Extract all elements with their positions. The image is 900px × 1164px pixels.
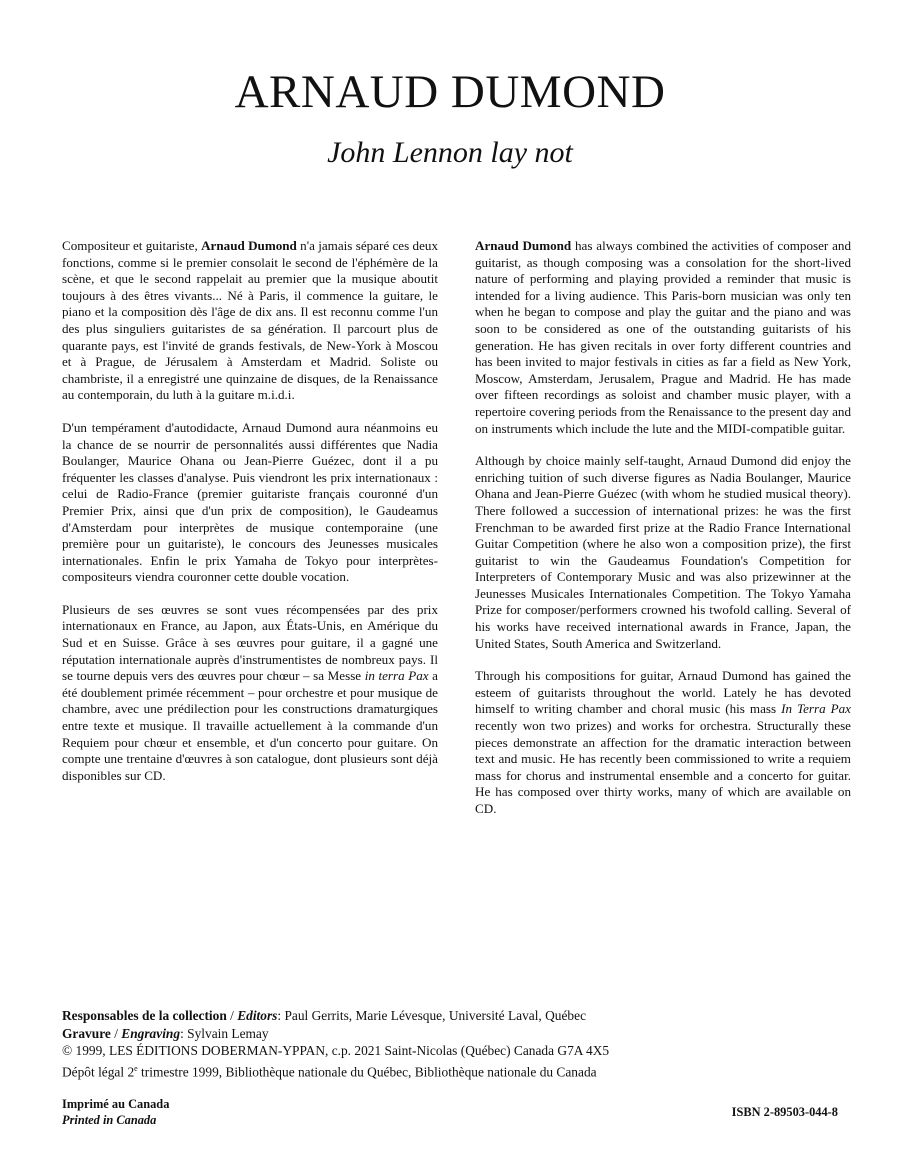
english-paragraph-2: Although by choice mainly self-taught, Arnaud Dumond did enjoy the enriching tuition of such diverse figures as Nadia Boulanger, Maurice Ohana and Jean-Pierre Guézec (with whom he studied musical theory). There followed a succession of international prizes: he was the first Frenchman to be awarded first prize at the Radio France International Guitar Competition (where he also won a composition prize), the first guitarist to win the Gaudeamus Foundation's Competition for Interpreters of Contemporary Music and was also prizewinner at the Jeunesses Musicales Internationales Competition. The Tokyo Yamaha Prize for composer/performers crowned his twofold calling. Several of his works have received international awards in France, Japan, the United States, South America and Switzerland.	[475, 453, 851, 651]
isbn: ISBN 2-89503-044-8	[731, 1105, 838, 1119]
label: Responsables de la collection	[62, 1008, 227, 1023]
value: : Paul Gerrits, Marie Lévesque, Université Laval, Québec	[277, 1008, 587, 1023]
superscript: e	[134, 1063, 138, 1073]
credits	[62, 1007, 842, 1080]
composer-name: ARNAUD DUMOND	[234, 66, 666, 118]
work-title-italic: In Terra Pax	[781, 701, 851, 717]
text: has always combined the activities of composer and guitarist, as though composing was a consolation for the short-lived nature of performing and playing provided a reminder that music is intended for a living audience. This Paris-born musician was only ten when he began to compose and play the guitar and the piano and was soon to be considered as one of the outstanding guitarists of his generation. He has given recitals in over forty different countries and has been invited to major festivals in cities as far a field as New York, Moscow, Amsterdam, Jerusalem, Prague and Madrid. He has made over fifteen recordings as soloist and chamber music player, with a repertoire covering periods from the Renaissance to the present day and on instruments which include the lute and the MIDI-compatible guitar.	[475, 238, 851, 436]
printed-fr: Imprimé au Canada	[62, 1097, 170, 1111]
legal-deposit-line	[62, 1060, 842, 1081]
text: Compositeur et guitariste,	[62, 238, 202, 253]
text: Dépôt légal 2	[62, 1063, 135, 1079]
composer-name-bold: Arnaud Dumond	[201, 238, 297, 253]
label: Engraving	[121, 1025, 181, 1041]
copyright-line: © 1999, LES ÉDITIONS DOBERMAN-YPPAN, c.p. 2021 Saint-Nicolas (Québec) Canada G7A 4X5	[62, 1043, 610, 1058]
label: Editors	[237, 1008, 278, 1023]
french-paragraph-1	[62, 238, 438, 404]
text: recently won two prizes) and works for orchestra. Structurally these pieces demonstrate an affection for the dramatic interaction between text and music. He has recently been commissioned to write a requiem mass for chorus and instrumental ensemble and a concerto for guitar. He has composed over thirty works, many of which are available on CD.	[475, 718, 851, 816]
text: n'a jamais séparé ces deux fonctions, comme si le premier consolait le second de l'éphémère de la scène, et que le second rappelait au premier que la musique aboutit toujours à des êtres vivants... Né à Paris, il commence la guitare, le piano et la composition dès l'âge de dix ans. Il est reconnu comme l'un des plus singuliers guitaristes de sa génération. Il parcourt plus de quarante pays, est l'invité de grands festivals, de New-York à Moscou et à Prague, de Jérusalem à Amsterdam et Madrid. Soliste ou chambriste, il a enregistré une quinzaine de disques, de la Renaissance au contemporain, du luth à la guitare m.i.d.i.	[62, 238, 438, 403]
engraving-line	[62, 1025, 842, 1043]
value: : Sylvain Lemay	[180, 1025, 269, 1041]
composer-name-bold: Arnaud Dumond	[475, 238, 572, 253]
work-title-italic: in terra Pax	[364, 668, 429, 684]
printed-en: Printed in Canada	[62, 1113, 157, 1127]
french-biography	[62, 238, 438, 800]
text: a été doublement primée récemment – pour orchestre et pour musique de chambre, avec une prédilection pour les constructions dramaturgiques entre texte et musique. Il travaille actuellement à la commande d'un Requiem pour chœur et ensemble, et d'un concerto pour guitare. On compte une trentaine d'œuvres à son catalogue, dont plusieurs sont déjà disponibles sur CD.	[62, 668, 438, 783]
french-paragraph-3	[62, 602, 438, 785]
editors-line	[62, 1007, 842, 1025]
french-paragraph-2: D'un tempérament d'autodidacte, Arnaud Dumond aura néanmoins eu la chance de se nourrir de personnalités aussi différentes que Nadia Boulanger, Maurice Ohana ou Jean-Pierre Guézec, dont il a pu fréquenter les classes d'analyse. Puis viendront les prix internationaux : celui de Radio-France (premier guitariste français couronné d'un Premier Prix, ainsi que d'un prix de composition), le Gaudeamus d'Amsterdam pour interprètes de musique contemporaine (une première pour un guitariste), le concours des Jeunesses musicales internationales. Enfin le prix Yamaha de Tokyo pour interprètes-compositeurs viendra couronner cette double vocation.	[62, 419, 438, 585]
separator: /	[110, 1025, 122, 1041]
work-title: John Lennon lay not	[327, 136, 573, 169]
english-biography	[475, 238, 851, 834]
english-paragraph-1	[475, 238, 851, 437]
text: trimestre 1999, Bibliothèque nationale du Québec, Bibliothèque nationale du Canada	[137, 1063, 597, 1079]
label: Gravure	[62, 1025, 111, 1041]
english-paragraph-3	[475, 668, 851, 817]
text: Through his compositions for guitar, Arnaud Dumond has gained the esteem of guitarists throughout the world. Lately he has devoted himself to writing chamber and choral music (his mass	[475, 668, 851, 717]
printed-in	[62, 1096, 169, 1128]
separator: /	[226, 1008, 238, 1023]
text: Plusieurs de ses œuvres se sont vues récompensées par des prix internationaux en France, au Japon, aux États-Unis, en Amérique du Sud et en Suisse. Grâce à ses œuvres pour guitare, il a gagné une réputation internationale auprès d'instrumentistes de nombreux pays. Il se tourne depuis vers des œuvres pour chœur – sa Messe	[62, 601, 438, 684]
